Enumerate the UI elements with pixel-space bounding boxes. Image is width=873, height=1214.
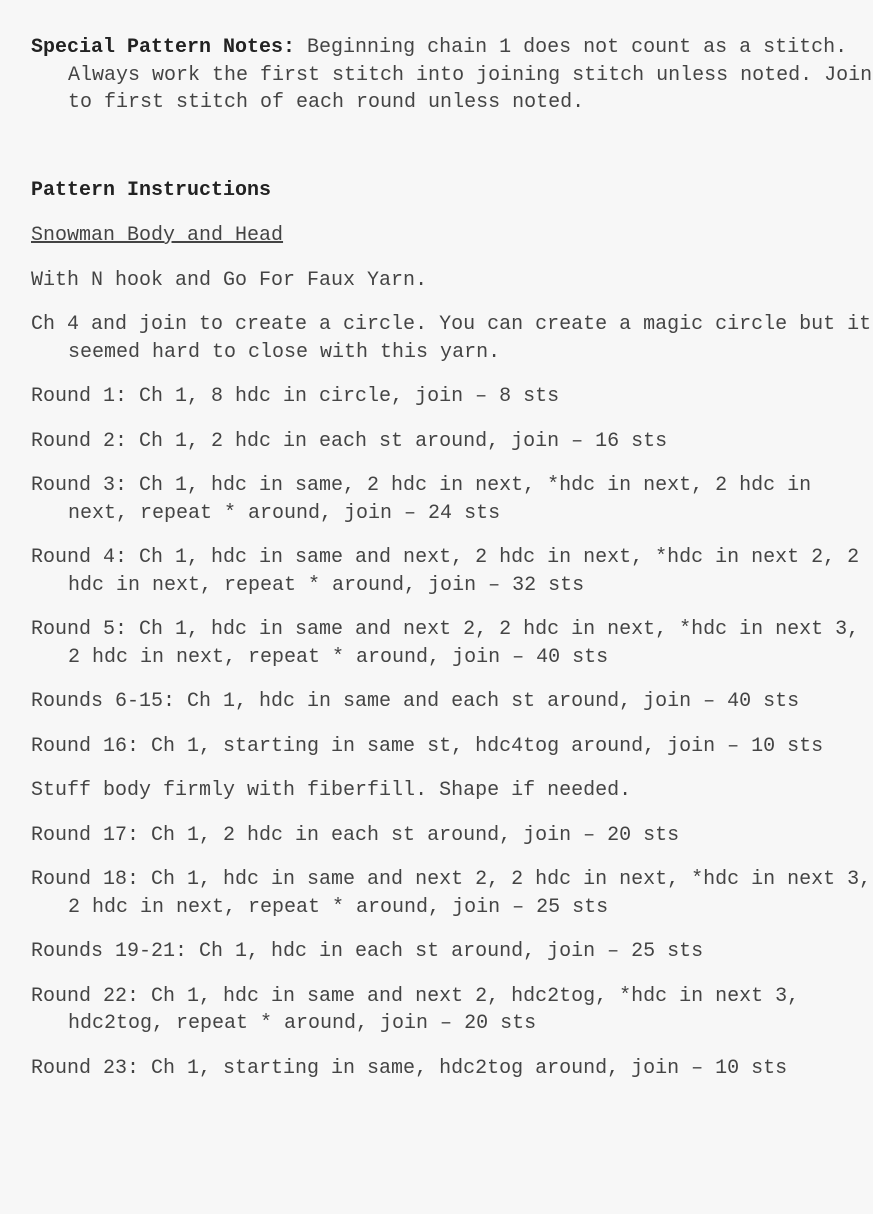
section-title: Snowman Body and Head [31,224,284,247]
pattern-step: Round 1: Ch 1, 8 hdc in circle, join – 8 sts [31,385,560,408]
pattern-step: Round 16: Ch 1, starting in same st, hdc4tog around, join – 10 sts [31,734,824,758]
pattern-step: Ch 4 and join to create a circle. You can create a magic circle but it seemed hard to close with this yarn. [31,313,872,364]
pattern-step: Round 17: Ch 1, 2 hdc in each st around, join – 20 sts [31,823,680,847]
pattern-step: Round 22: Ch 1, hdc in same and next 2, hdc2tog, *hdc in next 3, hdc2tog, repeat * around, join – 20 sts [31,984,812,1035]
pattern-step: Round 5: Ch 1, hdc in same and next 2, 2 hdc in next, *hdc in next 3, 2 hdc in next, repeat * around, join – 40 sts [31,618,872,669]
pattern-step: Round 2: Ch 1, 2 hdc in each st around, join – 16 sts [31,429,668,453]
pattern-step: Round 3: Ch 1, hdc in same, 2 hdc in next, *hdc in next, 2 hdc in next, repeat * around, join – 24 sts [31,474,824,525]
pattern-step: Rounds 19-21: Ch 1, hdc in each st around, join – 25 sts [31,940,704,963]
pattern-step: Round 23: Ch 1, starting in same, hdc2tog around, join – 10 sts [31,1056,788,1080]
pattern-step: Stuff body firmly with fiberfill. Shape if needed. [31,779,632,802]
special-notes-text: Beginning chain 1 does not count as a stitch. Always work the first stitch into joining stitch unless noted. Join to first stitch of each round unless noted. [68,36,873,114]
pattern-step: Rounds 6-15: Ch 1, hdc in same and each st around, join – 40 sts [31,690,800,713]
pattern-step: Round 4: Ch 1, hdc in same and next, 2 hdc in next, *hdc in next 2, 2 hdc in next, repeat * around, join – 32 sts [31,546,872,597]
pattern-step: Round 18: Ch 1, hdc in same and next 2, 2 hdc in next, *hdc in next 3, 2 hdc in next, repeat * around, join – 25 sts [31,868,872,919]
special-pattern-notes [31,34,873,117]
special-notes-label: Special Pattern Notes: [31,36,296,59]
pattern-step: With N hook and Go For Faux Yarn. [31,268,428,292]
pattern-instructions-heading: Pattern Instructions [31,178,272,202]
